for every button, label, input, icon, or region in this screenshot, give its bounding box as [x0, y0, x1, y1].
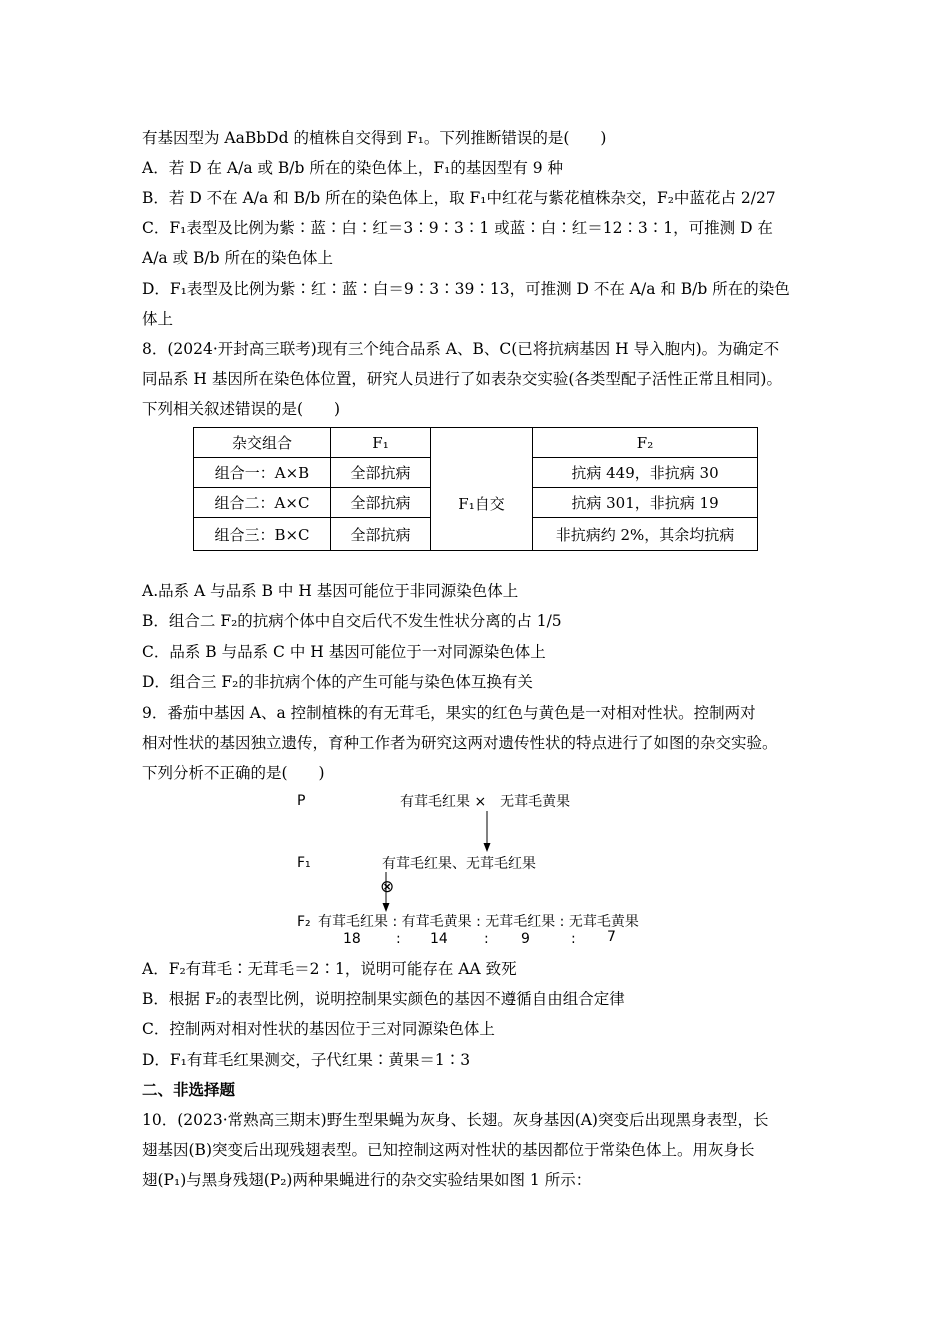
diagram-f1-label: F₁	[297, 855, 311, 871]
q8-stem-line3: 下列相关叙述错误的是( )	[142, 400, 341, 418]
cell-f1: 全部抗病	[331, 488, 431, 518]
header-f1: F₁	[331, 428, 431, 458]
q9-option-b: B．根据 F₂的表型比例，说明控制果实颜色的基因不遵循自由组合定律	[142, 990, 625, 1008]
q8-option-d: D．组合三 F₂的非抗病个体的产生可能与染色体互换有关	[142, 673, 533, 691]
header-cross: 杂交组合	[194, 428, 331, 458]
section-heading: 二、非选择题	[142, 1081, 236, 1099]
q9-stem-line3: 下列分析不正确的是( )	[142, 764, 325, 782]
ratio-separator: :	[396, 931, 401, 947]
ratio-value: 14	[430, 931, 448, 947]
ratio-value: 9	[521, 931, 530, 947]
cell-f1: 全部抗病	[331, 518, 431, 551]
q8-stem-line2: 同品系 H 基因所在染色体位置，研究人员进行了如表杂交实验(各类型配子活性正常且相同)。	[142, 370, 782, 388]
cell-f2: 抗病 449，非抗病 30	[533, 458, 758, 488]
q8-stem-line1: 8．(2024·开封高三联考)现有三个纯合品系 A、B、C(已将抗病基因 H 导入胞内)。为确定不	[142, 340, 780, 358]
cell-f2: 抗病 301，非抗病 19	[533, 488, 758, 518]
q9-option-c: C．控制两对相对性状的基因位于三对同源染色体上	[142, 1020, 495, 1038]
arrow-f1-to-f2	[383, 872, 390, 912]
diagram-p-cross: 有茸毛红果 × 无茸毛黄果	[400, 794, 571, 810]
q9-option-d: D．F₁有茸毛红果测交，子代红果∶黄果＝1∶3	[142, 1051, 471, 1069]
q8-option-c: C．品系 B 与品系 C 中 H 基因可能位于一对同源染色体上	[142, 643, 546, 661]
diagram-f2-label: F₂	[297, 914, 311, 930]
cell-cross: 组合二：A×C	[194, 488, 331, 518]
diagram-f2-text: 有茸毛红果 : 有茸毛黄果 : 无茸毛红果 : 无茸毛黄果	[318, 914, 639, 930]
header-f2: F₂	[533, 428, 758, 458]
ratio-value: 7	[607, 929, 616, 945]
q7-option-c-line1: C．F₁表型及比例为紫∶蓝∶白∶红＝3∶9∶3∶1 或蓝∶白∶红＝12∶3∶1，可推测 D 在	[142, 219, 773, 237]
q9-stem-line1: 9．番茄中基因 A、a 控制植株的有无茸毛，果实的红色与黄色是一对相对性状。控制两对	[142, 704, 756, 722]
diagram-p-label: P	[297, 793, 306, 809]
cell-f2: 非抗病约 2%，其余均抗病	[533, 518, 758, 551]
q7-option-c-line2: A/a 或 B/b 所在的染色体上	[142, 249, 333, 267]
q10-line3: 翅(P₁)与黑身残翅(P₂)两种果蝇进行的杂交实验结果如图 1 所示：	[142, 1171, 592, 1189]
q9-stem-line2: 相对性状的基因独立遗传，育种工作者为研究这两对遗传性状的特点进行了如图的杂交实验。	[142, 734, 778, 752]
q10-line2: 翅基因(B)突变后出现残翅表型。已知控制这两对性状的基因都位于常染色体上。用灰身长	[142, 1141, 755, 1159]
self-cross-symbol: ⊗	[380, 877, 395, 897]
q8-option-b: B．组合二 F₂的抗病个体中自交后代不发生性状分离的占 1/5	[142, 612, 562, 630]
arrow-p-to-f1	[484, 811, 491, 852]
cell-selfing: F₁自交	[431, 458, 533, 551]
ratio-separator: :	[571, 931, 576, 947]
cell-cross: 组合三：B×C	[194, 518, 331, 551]
ratio-value: 18	[343, 931, 361, 947]
q8-option-a: A.品系 A 与品系 B 中 H 基因可能位于非同源染色体上	[142, 582, 519, 600]
q7-option-b: B．若 D 不在 A/a 和 B/b 所在的染色体上，取 F₁中红花与紫花植株杂交，F₂中蓝花占 2/27	[142, 189, 776, 207]
cell-cross: 组合一：A×B	[194, 458, 331, 488]
q7-stem: 有基因型为 AaBbDd 的植株自交得到 F₁。下列推断错误的是( )	[142, 129, 607, 147]
q7-option-d-line2: 体上	[142, 310, 174, 328]
q10-line1: 10．(2023·常熟高三期末)野生型果蝇为灰身、长翅。灰身基因(A)突变后出现黑身表型，长	[142, 1111, 769, 1129]
q7-option-a: A．若 D 在 A/a 或 B/b 所在的染色体上，F₁的基因型有 9 种	[142, 159, 564, 177]
cell-f1: 全部抗病	[331, 458, 431, 488]
diagram-f1-text: 有茸毛红果、无茸毛红果	[382, 856, 536, 872]
q9-option-a: A．F₂有茸毛∶无茸毛＝2∶1，说明可能存在 AA 致死	[142, 960, 517, 978]
ratio-separator: :	[484, 931, 489, 947]
q7-option-d-line1: D．F₁表型及比例为紫∶红∶蓝∶白＝9∶3∶39∶13，可推测 D 不在 A/a 和 B/b 所在的染色	[142, 280, 790, 298]
